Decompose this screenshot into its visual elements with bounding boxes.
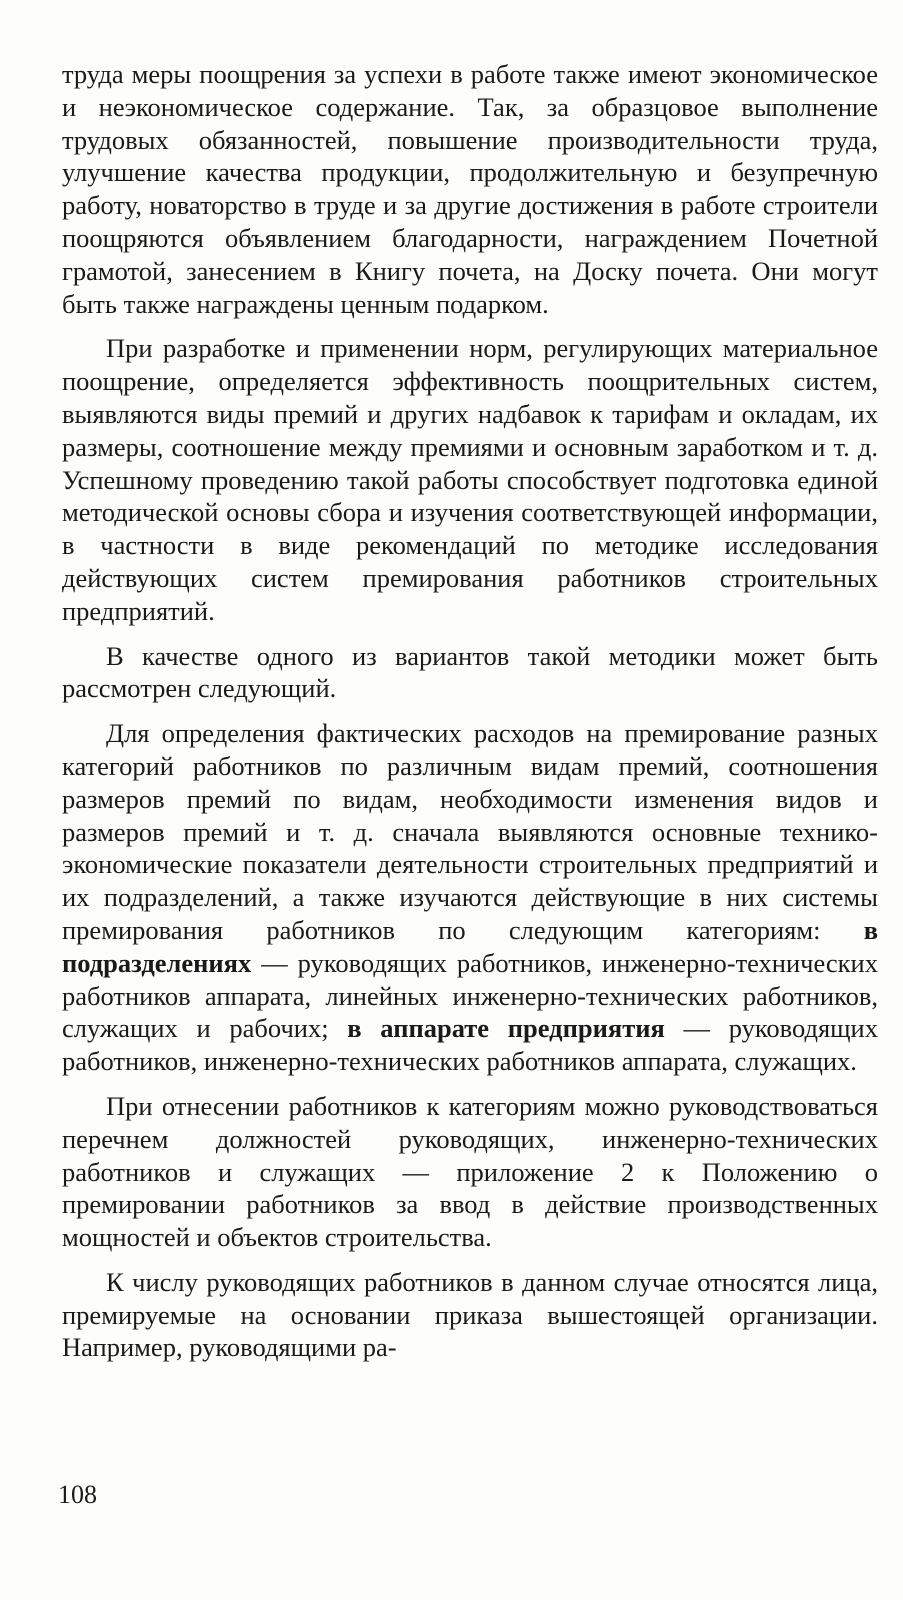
bold-term-enterprise-apparatus: в аппарате предприятия	[347, 1013, 665, 1044]
bold-term-subdivisions: в подразделениях	[62, 914, 878, 978]
page-body-text	[62, 58, 878, 1376]
paragraph-text-before: Для определения фактических расходов на премирование разных категорий работников по различным видам премий, соотношения размеров премий по видам, необходимости изменения видов и размеров премий и т. д. сначала выявляются основные технико-экономические показатели деятельности строительных предприятий и их подразделений, а также изучаются действующие в них системы премирования работников по следующим категориям:	[62, 718, 878, 945]
paragraph-norms-development: При разработке и применении норм, регулирующих материальное поощрение, определяется эффективность поощрительных систем, выявляются виды премий и других надбавок к тарифам и окладам, их размеры, соотношение между премиями и основным заработком и т. д. Успешному проведению такой работы способствует подготовка единой методической основы сбора и изучения соответствующей информации, в частности в виде рекомендаций по методике исследования действующих систем премирования работников строительных предприятий.	[62, 333, 878, 626]
paragraph-text-middle: — руководящих работников, инженерно-технических работников аппарата, линейных инженерно-технических работников, служащих и рабочих;	[62, 947, 878, 1044]
paragraph-categories-assignment: При отнесении работников к категориям можно руководствоваться перечнем должностей руководящих, инженерно-технических работников и служащих — приложение 2 к Положению о премировании работников за ввод в действие производственных мощностей и объектов строительства.	[62, 1090, 878, 1253]
paragraph-executives-definition: К числу руководящих работников в данном случае относятся лица, премируемые на основании приказа вышестоящей организации. Например, руководящими ра-	[62, 1266, 878, 1363]
page-number: 108	[58, 1480, 97, 1509]
paragraph-method-variant: В качестве одного из вариантов такой методики может быть рассмотрен следующий.	[62, 640, 878, 704]
paragraph-incentives-content: труда меры поощрения за успехи в работе также имеют экономическое и неэкономическое содержание. Так, за образцовое выполнение трудовых обязанностей, повышение производительности труда, улучшение качества продукции, продолжительную и безупречную работу, новаторство в труде и за другие достижения в работе строители поощряются объявлением благодарности, награждением Почетной грамотой, занесением в Книгу почета, на Доску почета. Они могут быть также награждены ценным подарком.	[62, 59, 878, 319]
paragraph-text-after: — руководящих работников, инженерно-технических работников аппарата, служащих.	[62, 1013, 878, 1077]
paragraph-expense-determination	[62, 717, 878, 1078]
